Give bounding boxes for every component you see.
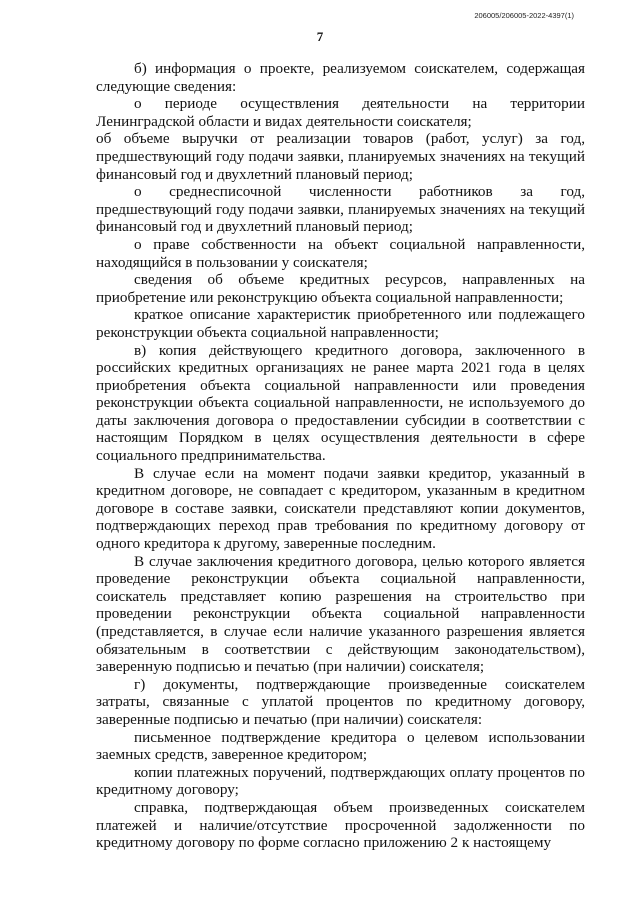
paragraph-creditor-confirmation: письменное подтверждение кредитора о целевом использовании заемных средств, заверенное кредитором; — [96, 728, 585, 764]
paragraph-payment-certificate: справка, подтверждающая объем произведенных соискателем платежей и наличие/отсутствие просроченной задолженности по кредитному договору по форме согласно приложению 2 к настоящему — [96, 798, 585, 852]
paragraph-activity-period: о периоде осуществления деятельности на территории Ленинградской области и видах деятельности соискателя; — [96, 95, 585, 130]
paragraph-reconstruction-permit: В случае заключения кредитного договора, целью которого является проведение реконструкции объекта социальной направленности, соискатель представляет копию разрешения на строительство при проведении реконструкции объекта социальной направленности (представляется, в случае если наличие указанного разрешения является обязательным в соответствии с действующим законодательством), заверенную подписью и печатью (при наличии) соискателя; — [96, 552, 585, 676]
paragraph-object-description: краткое описание характеристик приобретенного или подлежащего реконструкции объекта социальной направленности; — [96, 306, 585, 341]
document-id: 206005/206005-2022-4397(1) — [474, 11, 574, 20]
paragraph-payment-orders: копии платежных поручений, подтверждающих оплату процентов по кредитному договору; — [96, 763, 585, 799]
paragraph-b-heading: б) информация о проекте, реализуемом соискателем, содержащая следующие сведения: — [96, 60, 585, 95]
paragraph-revenue: об объеме выручки от реализации товаров (работ, услуг) за год, предшествующий году подачи заявки, планируемых значениях на текущий финансовый год и двухлетний плановый период; — [96, 130, 585, 183]
paragraph-headcount: о среднесписочной численности работников за год, предшествующий году подачи заявки, планируемых значениях на текущий финансовый год и двухлетний плановый период; — [96, 183, 585, 236]
paragraph-g-documents: г) документы, подтверждающие произведенные соискателем затраты, связанные с уплатой процентов по кредитному договору, заверенные подписью и печатью (при наличии) соискателя: — [96, 675, 585, 728]
paragraph-v-credit-agreement: в) копия действующего кредитного договора, заключенного в российских кредитных организациях не ранее марта 2021 года в целях приобретения объекта социальной направленности или проведения реконструкции объекта социальной направленности, не используемого до даты заключения договора о предоставлении субсидии в соответствии с настоящим Порядком в целях осуществления деятельности в сфере социального предпринимательства. — [96, 341, 585, 465]
paragraph-credit-resources: сведения об объеме кредитных ресурсов, направленных на приобретение или реконструкцию объекта социальной направленности; — [96, 271, 585, 306]
paragraph-ownership: о праве собственности на объект социальной направленности, находящийся в пользовании у соискателя; — [96, 235, 585, 271]
page-number: 7 — [316, 29, 324, 44]
document-body — [96, 60, 585, 852]
paragraph-creditor-change: В случае если на момент подачи заявки кредитор, указанный в кредитном договоре, не совпадает с кредитором, указанным в кредитном договоре в составе заявки, соискатели представляют копии документов, подтверждающих переход прав требования по кредитному договору от одного кредитора к другому, заверенные последним. — [96, 464, 585, 553]
